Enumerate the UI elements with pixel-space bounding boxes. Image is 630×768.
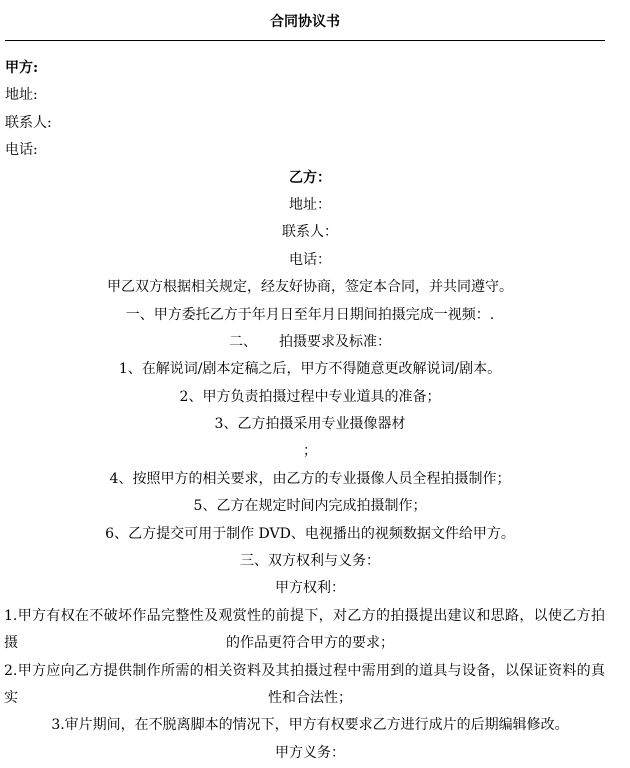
preamble: 甲乙双方根据相关规定，经友好协商，签定本合同，并共同遵守。 — [107, 279, 513, 296]
clause-2-heading — [4, 329, 616, 356]
rights-item-continuation: 性和合法性； — [268, 689, 352, 706]
clause-2-item: 4、按照甲方的相关要求，由乙方的专业摄像人员全程拍摄制作； — [109, 470, 511, 487]
party-a-phone: 电话: — [5, 142, 38, 159]
party-a-address: 地址: — [5, 87, 38, 104]
rights-item: 3.审片期间，在不脱离脚本的情况下，甲方有权要求乙方进行成片的后期编辑修改。 — [51, 717, 569, 734]
clause-1: 一、甲方委托乙方于年月日至年月日期间拍摄完成一视频：. — [125, 306, 495, 323]
document-title: 合同协议书 — [270, 14, 340, 30]
clause-2-item: 6、乙方提交可用于制作 DVD、电视播出的视频数据文件给甲方。 — [105, 525, 515, 542]
party-a-contact: 联系人: — [5, 114, 52, 131]
party-a-label: 甲方: — [5, 60, 39, 76]
party-b-address: 地址： — [289, 196, 331, 213]
party-b-phone: 电话： — [289, 251, 331, 268]
party-b-contact: 联系人： — [282, 224, 338, 241]
clause-2-title: 拍摄要求及标准： — [279, 333, 391, 350]
clause-2-item: 5、乙方在规定时间内完成拍摄制作； — [193, 498, 427, 515]
party-b-label: 乙方： — [289, 169, 331, 186]
contract-body — [4, 55, 616, 767]
party-a-duties-heading: 甲方义务： — [275, 744, 345, 761]
rights-item: 2.甲方应向乙方提供制作所需的相关资料及其拍摄过程中需用到的道具与设备，以保证资料的真实 — [4, 662, 605, 706]
clause-2-item-continuation: ； — [303, 443, 317, 460]
clause-3-heading: 三、双方权利与义务： — [240, 553, 380, 570]
clause-2-number: 二、 — [229, 333, 257, 350]
title-divider — [5, 40, 605, 41]
rights-item-continuation: 的作品更符合甲方的要求； — [226, 635, 394, 652]
party-a-rights-heading: 甲方权利： — [275, 580, 345, 597]
clause-2-item: 2、甲方负责拍摄过程中专业道具的准备； — [179, 388, 441, 405]
clause-2-item: 1、在解说词/剧本定稿之后，甲方不得随意更改解说词/剧本。 — [118, 361, 502, 378]
rights-item: 1.甲方有权在不破坏作品完整性及观赏性的前提下，对乙方的拍摄提出建议和思路，以使乙方拍摄 — [4, 607, 605, 652]
clause-2-item: 3、乙方拍摄采用专业摄像器材 — [214, 416, 406, 433]
